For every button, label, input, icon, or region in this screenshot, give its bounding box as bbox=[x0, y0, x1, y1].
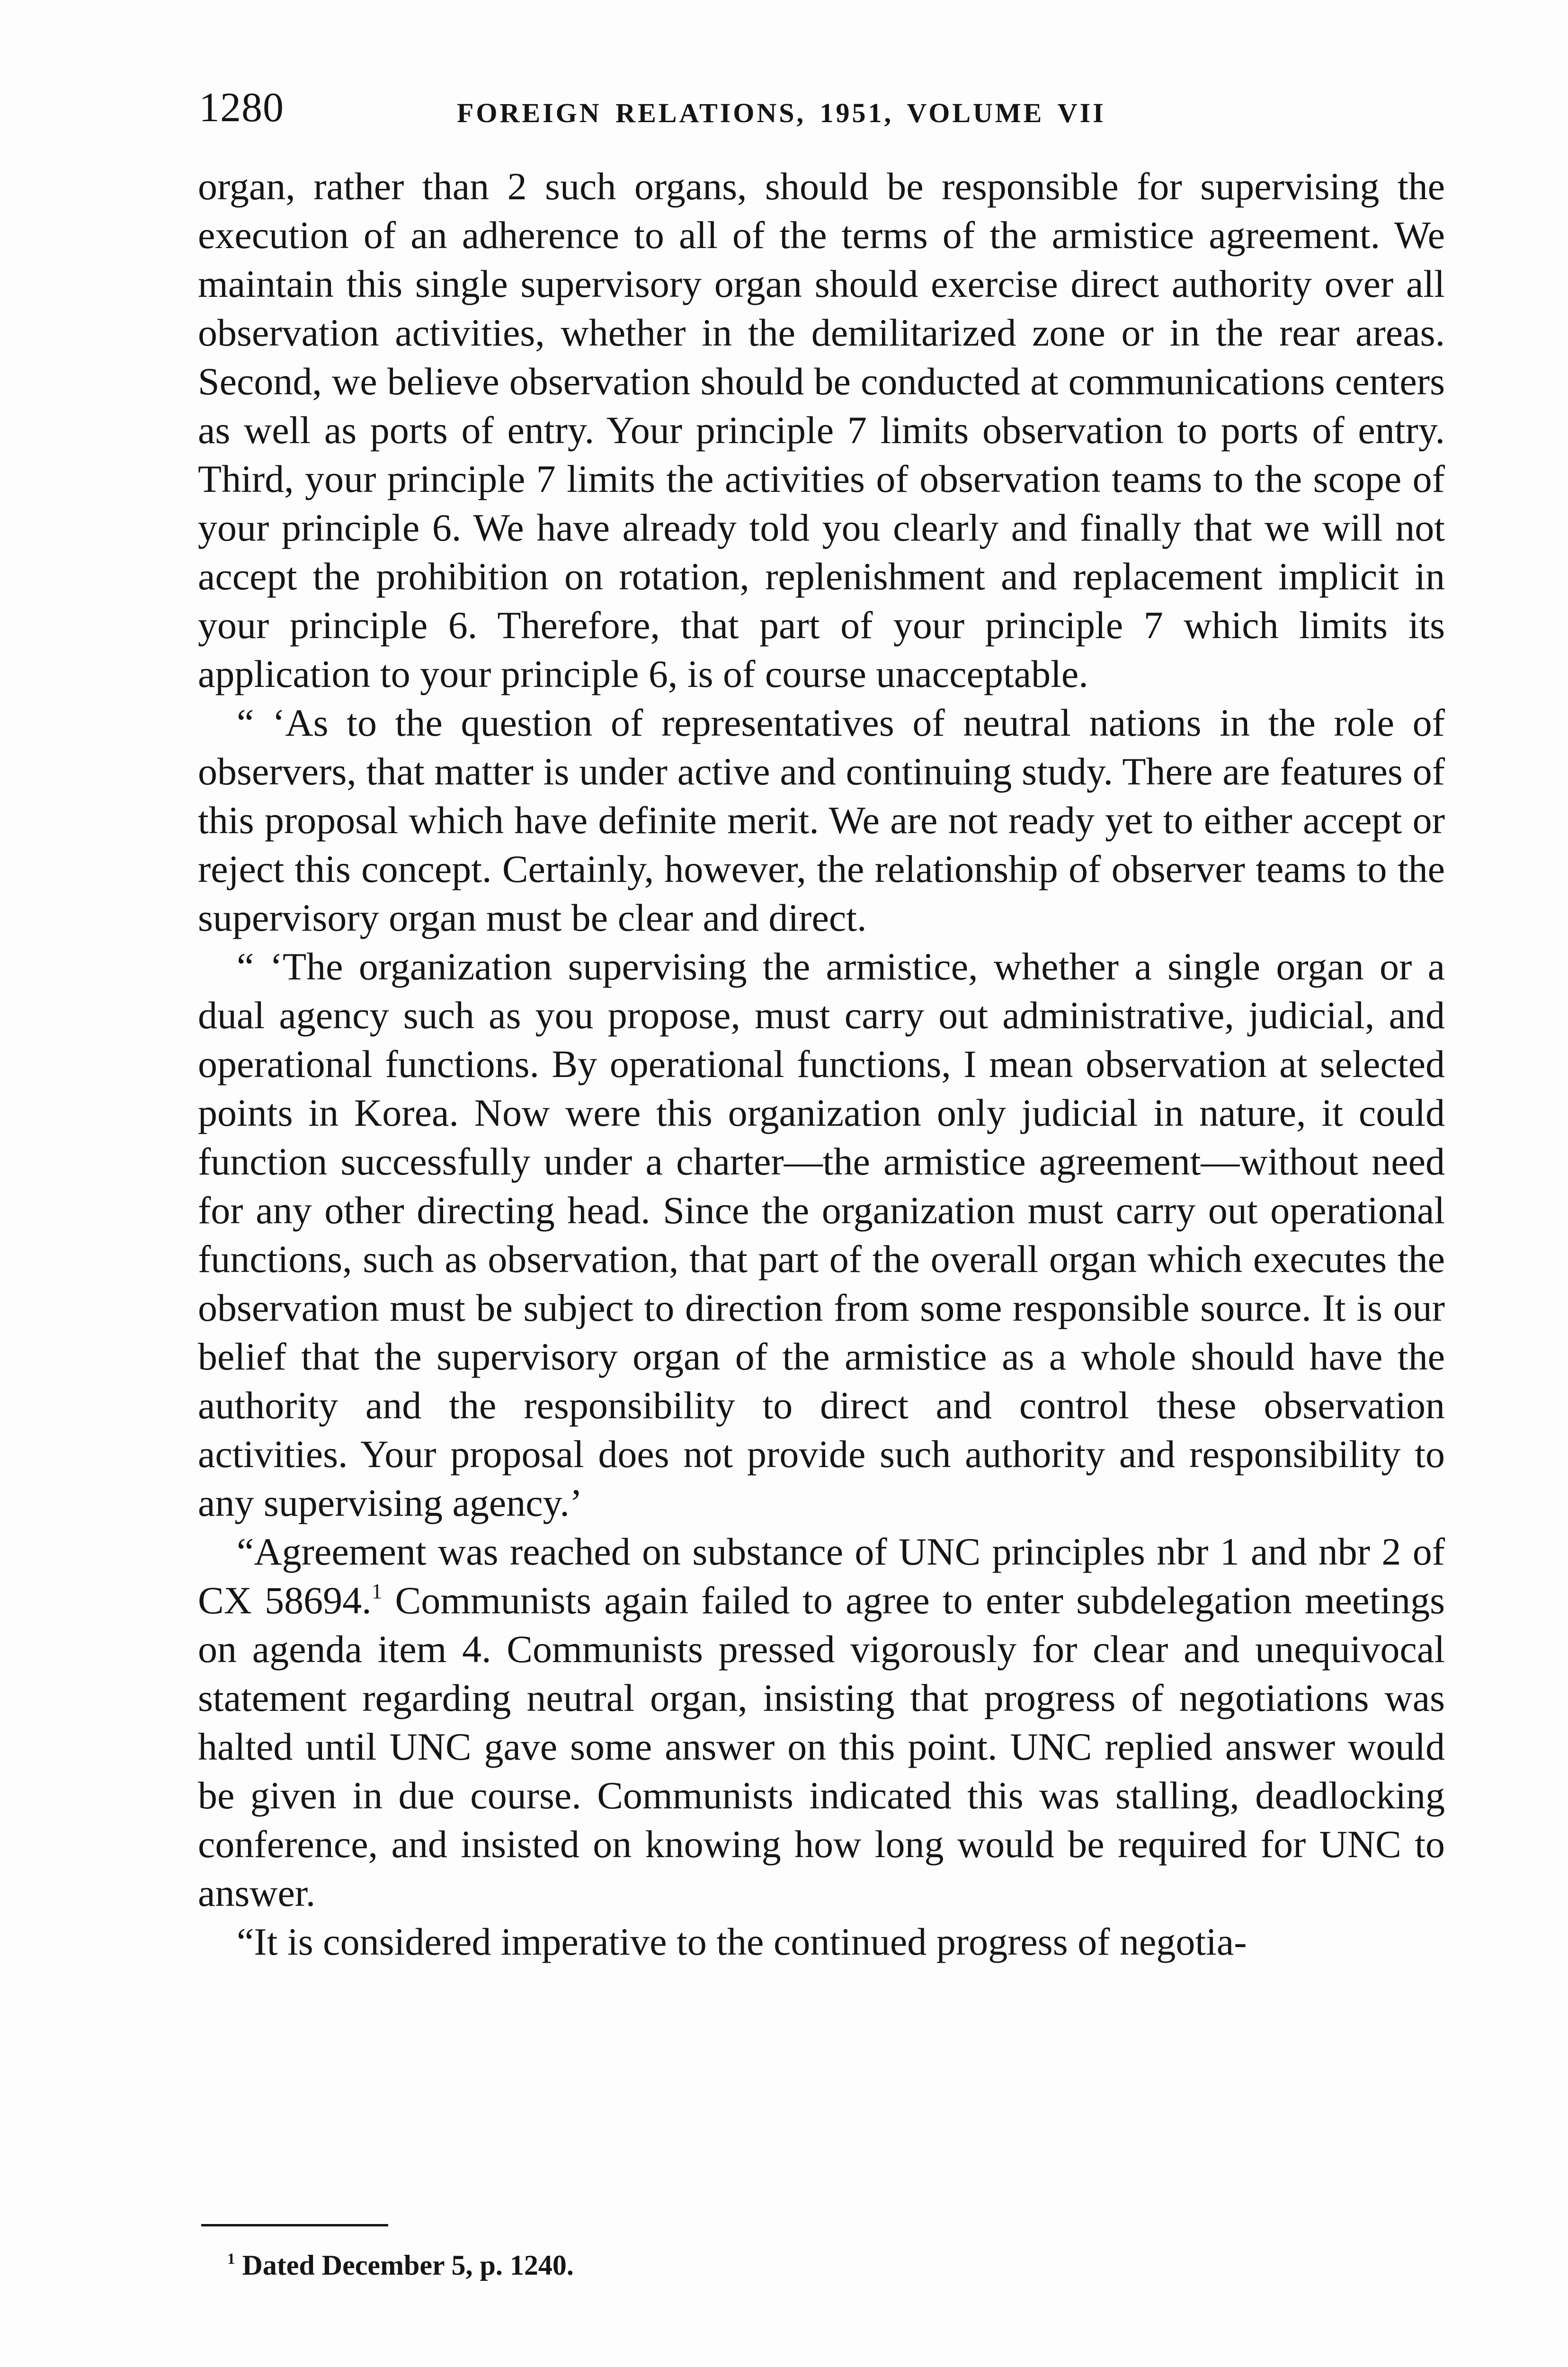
footnote bbox=[227, 2246, 574, 2284]
paragraph-organization: “ ‘The organization supervising the armistice, whether a single organ or a dual agency such as you propose, must carry out administrative, judicial, and operational functions. By operational functions, I mean observation at selected points in Korea. Now were this organization only judicial in nature, it could function successfully under a charter—the armistice agreement—without need for any other directing head. Since the organization must carry out operational functions, such as observation, that part of the overall organ which executes the observation must be subject to direction from some responsible source. It is our belief that the supervisory organ of the armistice as a whole should have the authority and the responsibility to direct and control these observation activities. Your proposal does not provide such authority and responsibility to any supervising agency.’ bbox=[198, 945, 1445, 1524]
paragraph-agreement-text-a: “Agreement was reached on substance of UNC principles nbr 1 and nbr 2 of CX 58694. bbox=[198, 1530, 1445, 1622]
footnote-mark: 1 bbox=[227, 2250, 235, 2268]
page-number: 1280 bbox=[199, 85, 284, 131]
running-title: FOREIGN RELATIONS, 1951, VOLUME VII bbox=[457, 98, 1106, 128]
paragraph-observers: “ ‘As to the question of representatives of neutral nations in the role of observers, that matter is under active and continuing study. There are features of this proposal which have definite merit. We are not ready yet to either accept or reject this concept. Certainly, however, the relationship of observer teams to the supervisory organ must be clear and direct. bbox=[198, 701, 1445, 939]
body-text bbox=[198, 162, 1445, 1966]
footnote-text: Dated December 5, p. 1240. bbox=[235, 2250, 574, 2281]
paragraph-agreement bbox=[198, 1527, 1445, 1917]
running-header bbox=[199, 84, 1449, 141]
footnote-reference: 1 bbox=[371, 1579, 383, 1603]
paragraph-imperative: “It is considered imperative to the continued progress of negotia- bbox=[237, 1920, 1247, 1963]
paragraph-continued: organ, rather than 2 such organs, should be responsible for supervising the execution of an adherence to all of the terms of the armistice agreement. We maintain this single supervisory organ should exercise direct authority over all observation activities, whether in the demilitarized zone or in the rear areas. Second, we believe observation should be conducted at communications centers as well as ports of entry. Your principle 7 limits observation to ports of entry. Third, your principle 7 limits the activities of observation teams to the scope of your principle 6. We have already told you clearly and finally that we will not accept the prohibition on rotation, replenishment and replacement implicit in your principle 6. Therefore, that part of your principle 7 which limits its application to your principle 6, is of course unacceptable. bbox=[198, 165, 1445, 695]
footnote-divider bbox=[201, 2224, 388, 2226]
paragraph-agreement-text-b: Communists again failed to agree to enter subdelegation meetings on agenda item 4. Communists pressed vigorously for clear and unequivocal statement regarding neutral organ, insisting that progress of negotiations was halted until UNC gave some answer on this point. UNC replied answer would be given in due course. Communists indicated this was stalling, deadlocking conference, and insisted on knowing how long would be required for UNC to answer. bbox=[198, 1579, 1445, 1914]
